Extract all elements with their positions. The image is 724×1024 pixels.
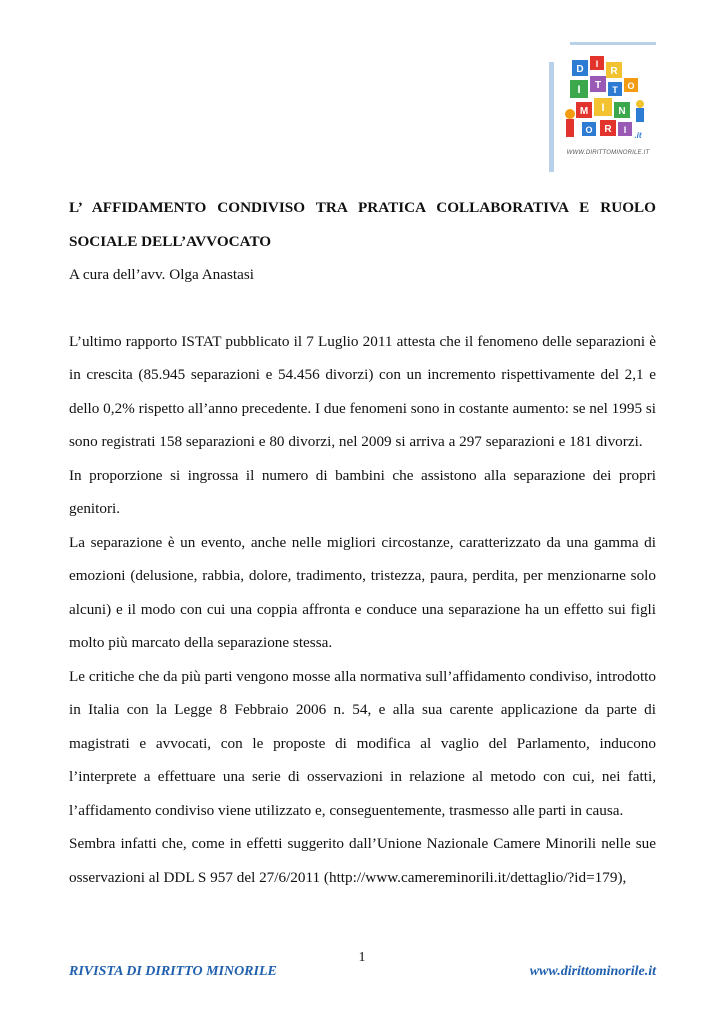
footer-journal-name: RIVISTA DI DIRITTO MINORILE [69,964,277,979]
paragraph: In proporzione si ingrossa il numero di bambini che assistono alla separazione dei propri genitori. [69,466,656,517]
svg-text:D: D [576,64,584,75]
svg-text:I: I [595,59,599,69]
paragraph: L’ultimo rapporto ISTAT pubblicato il 7 Luglio 2011 attesta che il fenomeno delle separazioni è in crescita (85.945 separazioni e 54.456 divorzi) con un incremento rispettivamente del 2,1 e dello 0,2% rispetto all’anno precedente. I due fenomeni sono in costante aumento: se nel 1995 si sono registrati 158 separazioni e 80 divorzi, nel 2009 si arriva a 297 separazioni e 181 divorzi. [69,332,656,450]
logo-caption: WWW.DIRITTOMINORILE.IT [566,150,650,156]
logo-figure-body [566,119,574,137]
article-title-line-1: L’ AFFIDAMENTO CONDIVISO TRA PRATICA COLLABORATIVA E RUOLO [69,199,656,216]
svg-text:I: I [601,102,605,114]
svg-text:M: M [579,106,589,117]
paragraph: Sembra infatti che, come in effetti suggerito dall’Unione Nazionale Camere Minorili nelle sue osservazioni al DDL S 957 del 27/6/2011 (http://www.camereminorili.it/dettaglio/?id=179), [69,835,656,886]
svg-text:.it: .it [634,131,642,140]
svg-text:I: I [577,84,581,96]
svg-text:T: T [612,85,618,95]
svg-text:O: O [627,81,635,91]
paragraph: La separazione è un evento, anche nelle migliori circostanze, caratterizzato da una gamma di emozioni (delusione, rabbia, dolore, tradimento, tristezza, paura, perdita, per menzionarne solo alcuni) e il modo con cui una coppia affronta e conduce una separazione ha un effetto sui figli molto più marcato della separazione stessa. [69,533,656,651]
paragraph: Le critiche che da più parti vengono mosse alla normativa sull’affidamento condiviso, introdotto in Italia con la Legge 8 Febbraio 2006 n. 54, e alla sua carente applicazione da parte di magistrati e avvocati, con le proposte di modifica al vaglio del Parlamento, inducono l’interprete a effettuare una serie di osservazioni in relazione al metodo con cui, nei fatti, l’affidamento condiviso viene utilizzato e, conseguentemente, trasmesso alle parti in causa. [69,667,656,819]
article-author: A cura dell’avv. Olga Anastasi [69,266,255,283]
page-number: 1 [358,950,366,965]
svg-text:I: I [623,125,627,135]
logo-divider-side [549,62,554,172]
spacer [69,292,656,325]
svg-text:N: N [618,106,626,117]
diritto-minorile-logo-icon [562,52,650,148]
svg-text:R: R [604,124,612,135]
logo-figure-head [565,109,575,119]
svg-text:T: T [594,80,602,91]
svg-text:R: R [610,66,618,77]
footer-website-link[interactable]: www.dirittominorile.it [529,964,656,979]
logo-divider-top [570,42,656,45]
logo-figure-body [636,108,644,122]
svg-text:O: O [585,125,593,135]
article-title-line-2: SOCIALE DELL’AVVOCATO [69,232,272,250]
logo-figure-head [636,100,644,108]
article-content [69,191,656,894]
